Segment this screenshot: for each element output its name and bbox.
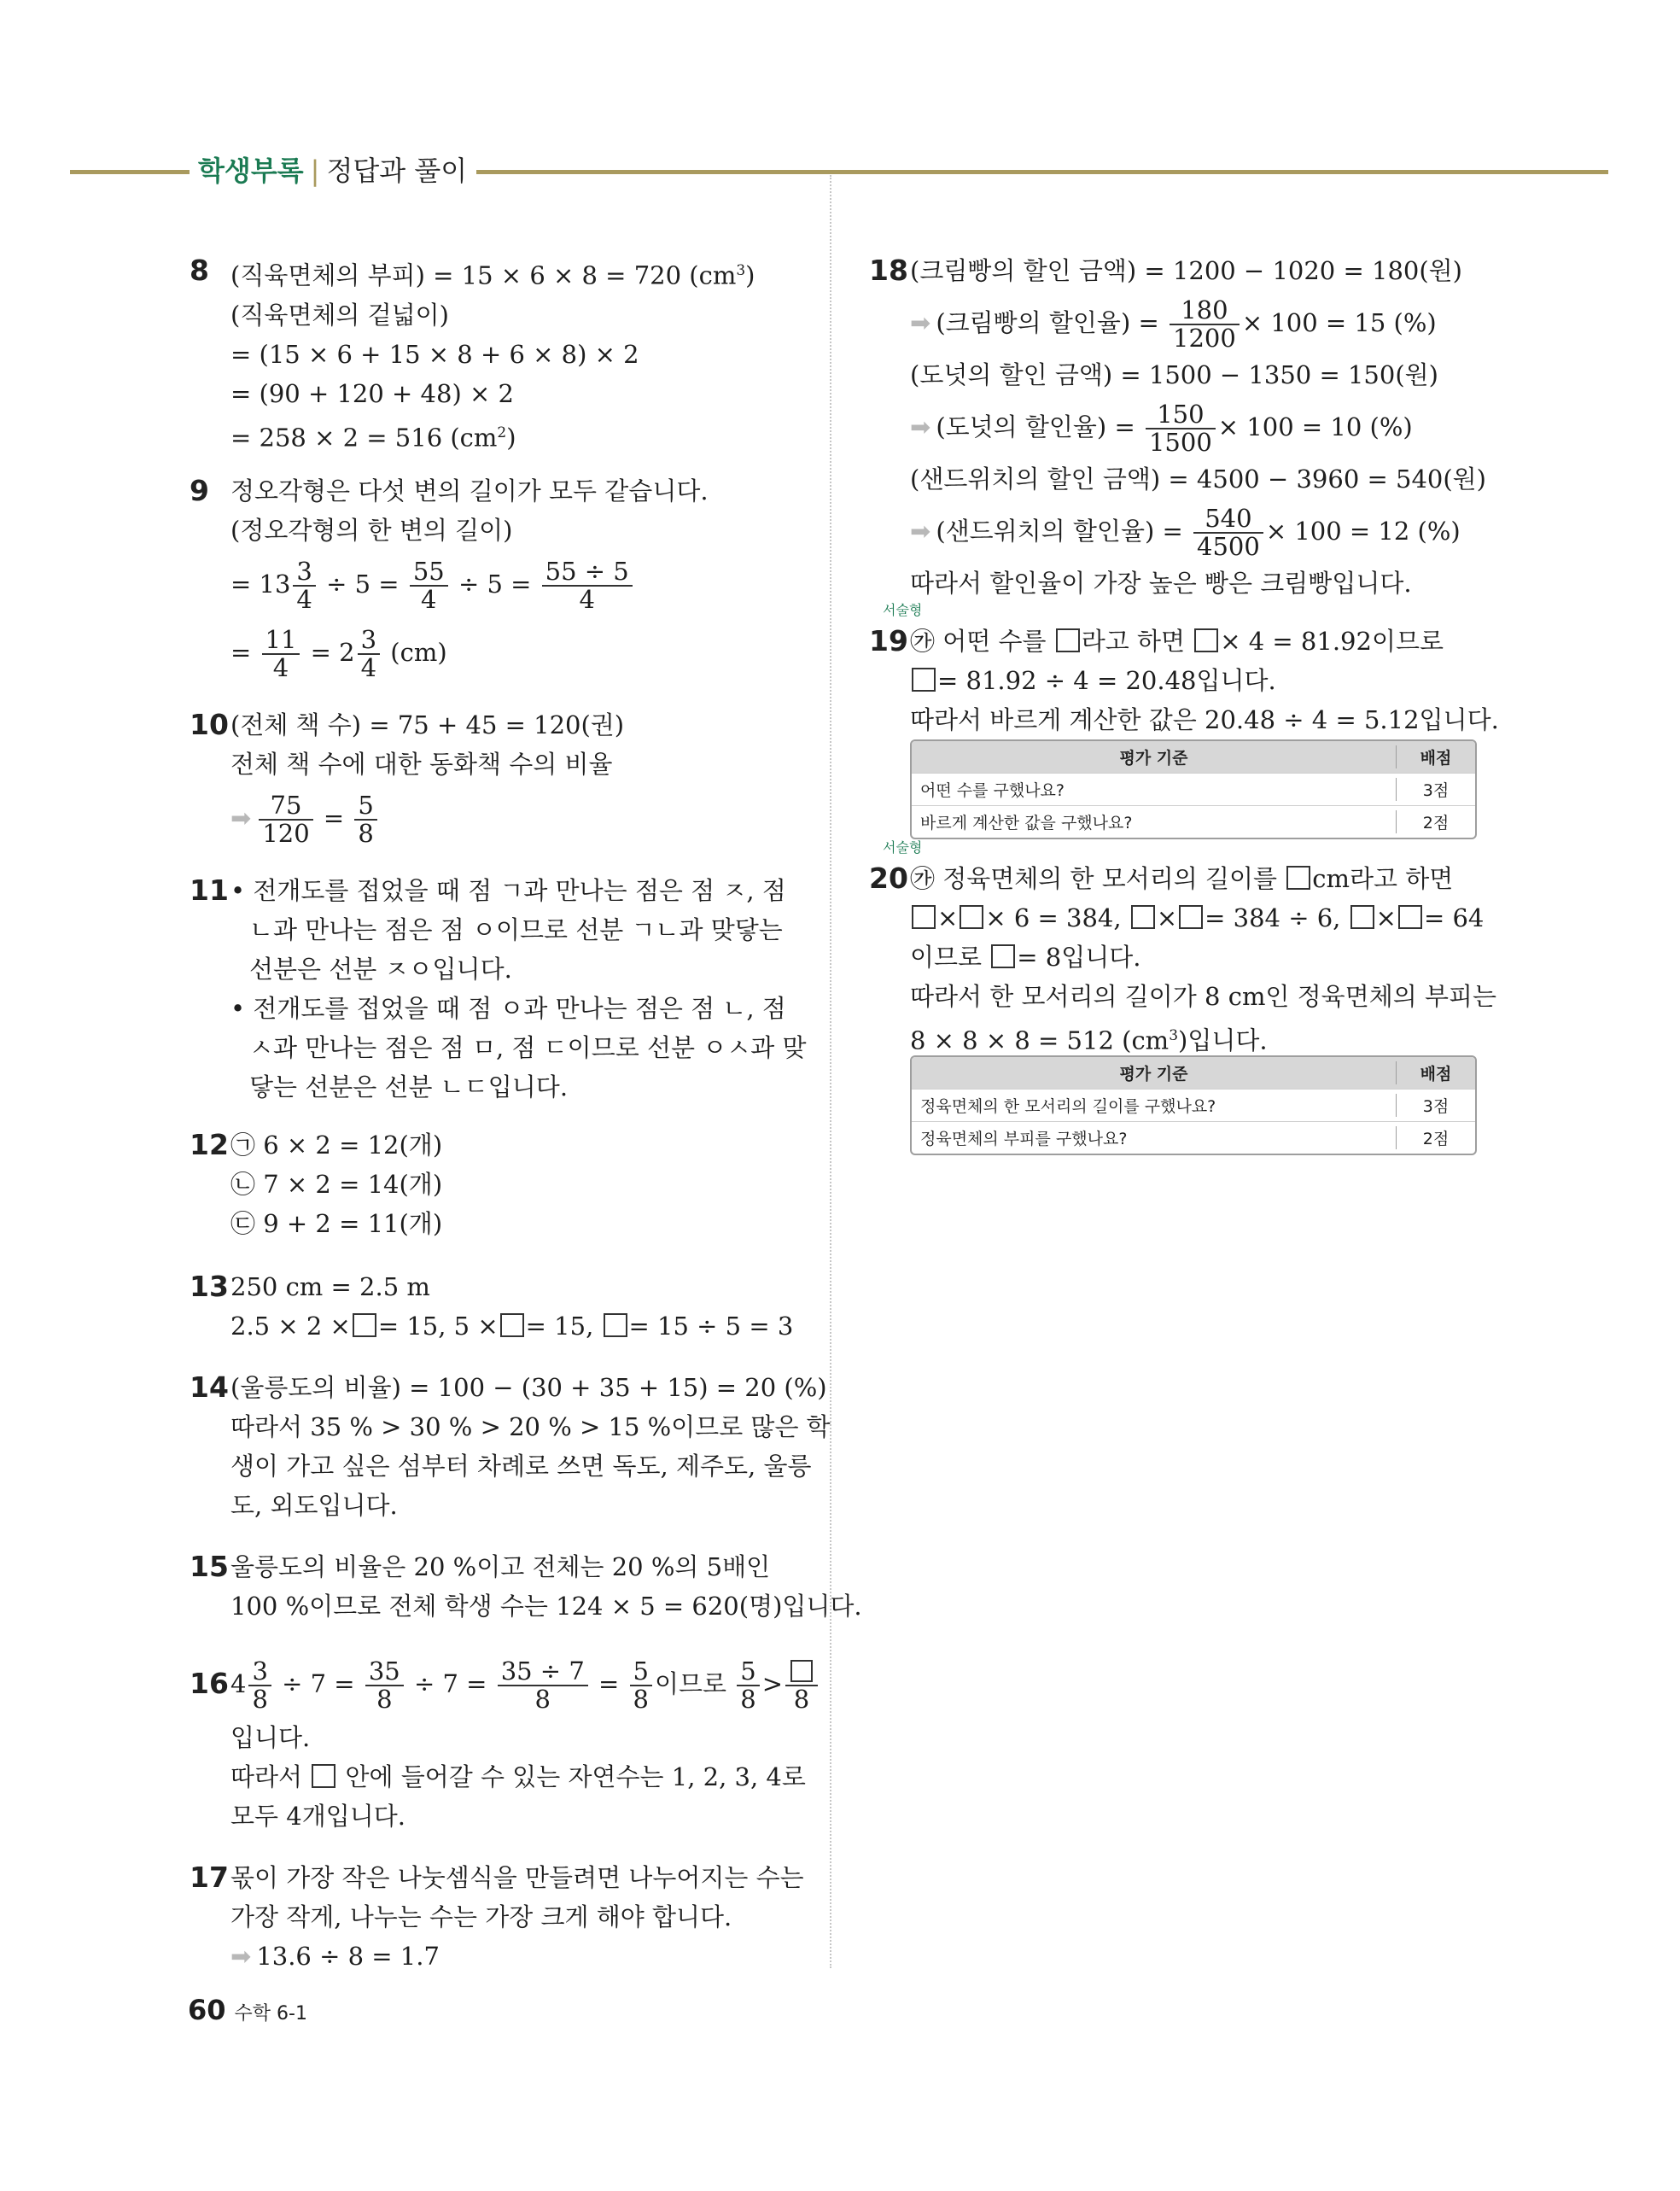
grading-table-20 bbox=[910, 1055, 1477, 1155]
answer-14 bbox=[190, 1368, 831, 1525]
fraction: $\frac{35 \div 7}{8}$ bbox=[498, 1658, 588, 1714]
arrow-icon: ➡ bbox=[910, 412, 931, 441]
answer-line: 모두 4개입니다. bbox=[230, 1802, 405, 1831]
answer-line: (정오각형의 한 변의 길이) bbox=[230, 516, 513, 545]
blank-box bbox=[1194, 628, 1218, 652]
answer-line: 4 $\frac{3}{8}$ ÷ 7 = $\frac{35}{8}$ ÷ 7 = $\frac{35 \div 7}{8}$ = $\frac{5}{8}$ 이므로 $\frac{5}{8}$ > 8 bbox=[230, 1650, 820, 1718]
problem-number: 9 bbox=[190, 474, 209, 507]
answer-line: ➡ (크림빵의 할인율) = $\frac{180}{1200}$ × 100 = 15 (%) bbox=[910, 295, 1437, 353]
answer-10 bbox=[190, 705, 625, 852]
answer-line: = 81.92 ÷ 4 = 20.48입니다. bbox=[910, 661, 1499, 700]
table-row: 어떤 수를 구했나요? 3점 bbox=[912, 773, 1475, 805]
answer-16 bbox=[190, 1650, 820, 1836]
problem-number: 11 bbox=[190, 873, 229, 907]
answer-line: (직육면체의 부피) = 15 × 6 × 8 = 720 $(cm^3)$ bbox=[230, 260, 755, 290]
table-row: 정육면체의 부피를 구했나요? 2점 bbox=[912, 1121, 1475, 1154]
blank-box bbox=[1286, 866, 1310, 890]
problem-number: 12 bbox=[190, 1128, 229, 1161]
answer-9 bbox=[190, 471, 709, 687]
blank-box bbox=[790, 1660, 813, 1682]
arrow-icon: ➡ bbox=[230, 1942, 252, 1971]
blank-box bbox=[1398, 905, 1422, 929]
blank-box bbox=[312, 1764, 335, 1788]
header-subtitle: 정답과 풀이 bbox=[326, 155, 468, 187]
answer-line: ㉡ 7 × 2 = 14(개) bbox=[230, 1170, 443, 1199]
blank-box bbox=[1350, 905, 1374, 929]
table-header: 평가 기준 배점 bbox=[912, 1057, 1475, 1089]
answer-line: 따라서 바르게 계산한 값은 20.48 ÷ 4 = 5.12입니다. bbox=[910, 705, 1499, 734]
answer-11 bbox=[190, 871, 813, 1107]
answer-line: ➡ $\frac{75}{120}$ = $\frac{5}{8}$ bbox=[230, 784, 624, 852]
answer-18 bbox=[869, 251, 1486, 603]
fraction: 8 bbox=[785, 1658, 818, 1714]
problem-number: 19 bbox=[869, 624, 908, 657]
answer-line: ㉠ 6 × 2 = 12(개) bbox=[230, 1131, 443, 1160]
blank-box bbox=[991, 944, 1015, 968]
answer-line: ➡ (샌드위치의 할인율) = $\frac{540}{4500}$ × 100 = 12 (%) bbox=[910, 503, 1461, 561]
blank-box bbox=[912, 668, 936, 692]
blank-box bbox=[500, 1313, 524, 1337]
problem-number: 13 bbox=[190, 1270, 229, 1303]
answer-line: 전체 책 수에 대한 동화책 수의 비율 bbox=[230, 750, 613, 779]
blank-box bbox=[1131, 905, 1155, 929]
answer-line: = $\frac{11}{4}$ = 2 $\frac{3}{4}$ (cm) bbox=[230, 624, 447, 682]
arrow-icon: ➡ bbox=[910, 517, 931, 546]
book-title: 수학 6-1 bbox=[234, 2003, 307, 2024]
answer-line: 따라서 35 % > 30 % > 20 % > 15 %이므로 많은 학 bbox=[230, 1412, 831, 1441]
header-rule-right bbox=[476, 170, 1608, 174]
answer-line: ➡ 13.6 ÷ 8 = 1.7 bbox=[230, 1942, 440, 1971]
fraction: $\frac{540}{4500}$ bbox=[1193, 505, 1263, 561]
fraction: $\frac{35}{8}$ bbox=[365, 1658, 404, 1714]
problem-number: 17 bbox=[190, 1861, 229, 1894]
answer-line: 이므로 = 8입니다. bbox=[910, 943, 1141, 972]
page-footer bbox=[188, 1994, 307, 2026]
essay-tag: 서술형 bbox=[883, 602, 923, 618]
arrow-icon: ➡ bbox=[230, 803, 252, 833]
answer-line: = 258 × 2 = 516 $(cm^2)$ bbox=[230, 423, 516, 453]
essay-tag: 서술형 bbox=[883, 839, 923, 856]
fraction: $\frac{3}{4}$ bbox=[358, 627, 380, 682]
arrow-icon: ➡ bbox=[910, 308, 931, 337]
blank-box bbox=[1179, 905, 1203, 929]
answer-line: ㉮ 어떤 수를 라고 하면 × 4 = 81.92이므로 bbox=[910, 627, 1444, 656]
answer-line: 8 × 8 × 8 = 512 $(cm^3)$입니다. bbox=[910, 1025, 1268, 1055]
grading-table-19 bbox=[910, 739, 1477, 839]
answer-19 bbox=[869, 602, 1499, 739]
answer-line: 정오각형은 다섯 변의 길이가 모두 같습니다. bbox=[230, 476, 709, 505]
answer-line: 가장 작게, 나누는 수는 가장 크게 해야 합니다. bbox=[230, 1902, 732, 1931]
problem-number: 14 bbox=[190, 1370, 229, 1404]
answer-line: 100 %이므로 전체 학생 수는 124 × 5 = 620(명)입니다. bbox=[230, 1592, 862, 1621]
answer-line: 몫이 가장 작은 나눗셈식을 만들려면 나누어지는 수는 bbox=[230, 1863, 804, 1892]
fraction: $\frac{55 \div 5}{4}$ bbox=[542, 558, 633, 614]
fraction: $\frac{150}{1500}$ bbox=[1146, 401, 1216, 457]
answer-line: (전체 책 수) = 75 + 45 = 120(권) bbox=[230, 710, 625, 739]
column-divider bbox=[830, 175, 831, 1968]
answer-line: ㉢ 9 + 2 = 11(개) bbox=[230, 1209, 443, 1238]
answer-line: = 13 $\frac{3}{4}$ ÷ 5 = $\frac{55}{4}$ ÷ 5 = $\frac{55 \div 5}{4}$ bbox=[230, 550, 709, 618]
bullet-point: • 전개도를 접었을 때 점 ㅇ과 만나는 점은 점 ㄴ, 점 ㅅ과 만나는 점은 점 ㅁ, 점 ㄷ이므로 선분 ㅇㅅ과 맞닿는 선분은 선분 ㄴㄷ입니다. bbox=[230, 994, 807, 1101]
blank-box bbox=[960, 905, 983, 929]
answer-line: (도넛의 할인 금액) = 1500 − 1350 = 150(원) bbox=[910, 360, 1438, 389]
answer-line: 250 cm = 2.5 m bbox=[230, 1272, 430, 1301]
problem-number: 10 bbox=[190, 708, 229, 741]
answer-15 bbox=[190, 1547, 862, 1626]
page-header bbox=[198, 150, 467, 191]
fraction: $\frac{180}{1200}$ bbox=[1170, 297, 1240, 353]
blank-box bbox=[604, 1313, 627, 1337]
answer-8 bbox=[190, 251, 755, 457]
problem-number: 20 bbox=[869, 862, 908, 895]
answer-line: 입니다. bbox=[230, 1723, 311, 1752]
blank-box bbox=[912, 905, 936, 929]
answer-line: 따라서 안에 들어갈 수 있는 자연수는 1, 2, 3, 4로 bbox=[230, 1762, 806, 1791]
bullet-point: • 전개도를 접었을 때 점 ㄱ과 만나는 점은 점 ㅈ, 점 ㄴ과 만나는 점은 점 ㅇ이므로 선분 ㄱㄴ과 맞닿는 선분은 선분 ㅈㅇ입니다. bbox=[230, 876, 786, 984]
answer-line: 따라서 한 모서리의 길이가 8 cm인 정육면체의 부피는 bbox=[910, 982, 1496, 1011]
blank-box bbox=[1056, 628, 1080, 652]
answer-line: = (15 × 6 + 15 × 8 + 6 × 8) × 2 bbox=[230, 339, 639, 369]
answer-line: 따라서 할인율이 가장 높은 빵은 크림빵입니다. bbox=[910, 569, 1412, 598]
problem-number: 18 bbox=[869, 254, 908, 287]
problem-number: 8 bbox=[190, 254, 209, 287]
answer-12 bbox=[190, 1125, 443, 1243]
answer-line: 울릉도의 비율은 20 %이고 전체는 20 %의 5배인 bbox=[230, 1552, 771, 1581]
table-header: 평가 기준 배점 bbox=[912, 741, 1475, 773]
answer-line: (크림빵의 할인 금액) = 1200 − 1020 = 180(원) bbox=[910, 256, 1462, 285]
header-rule-left bbox=[70, 170, 190, 174]
fraction: $\frac{11}{4}$ bbox=[262, 627, 300, 682]
fraction: $\frac{5}{8}$ bbox=[354, 792, 376, 848]
fraction: $\frac{5}{8}$ bbox=[630, 1658, 652, 1714]
fraction: $\frac{5}{8}$ bbox=[737, 1658, 759, 1714]
answer-20 bbox=[869, 839, 1496, 1060]
answer-line: (직육면체의 겉넓이) bbox=[230, 300, 449, 330]
fraction: $\frac{75}{120}$ bbox=[259, 792, 312, 848]
header-brand: 학생부록 bbox=[198, 155, 304, 187]
table-row: 바르게 계산한 값을 구했나요? 2점 bbox=[912, 805, 1475, 838]
fraction: $\frac{55}{4}$ bbox=[410, 558, 448, 614]
fraction: $\frac{3}{8}$ bbox=[248, 1658, 271, 1714]
fraction: $\frac{3}{4}$ bbox=[293, 558, 315, 614]
answer-line: = (90 + 120 + 48) × 2 bbox=[230, 378, 514, 408]
answer-line: 생이 가고 싶은 섬부터 차례로 쓰면 독도, 제주도, 울릉 bbox=[230, 1452, 812, 1481]
blank-box bbox=[353, 1313, 376, 1337]
answer-line: (샌드위치의 할인 금액) = 4500 − 3960 = 540(원) bbox=[910, 464, 1486, 494]
answer-line: ㉮ 정육면체의 한 모서리의 길이를 cm라고 하면 bbox=[910, 864, 1454, 893]
problem-number: 16 bbox=[190, 1667, 229, 1700]
answer-13 bbox=[190, 1267, 794, 1346]
answer-line: 도, 외도입니다. bbox=[230, 1491, 398, 1520]
answer-line: × × 6 = 384, × = 384 ÷ 6, × = 64 bbox=[910, 898, 1496, 938]
table-row: 정육면체의 한 모서리의 길이를 구했나요? 3점 bbox=[912, 1089, 1475, 1121]
header-divider: | bbox=[310, 155, 320, 187]
problem-number: 15 bbox=[190, 1550, 229, 1583]
answer-17 bbox=[190, 1858, 804, 1976]
page-number: 60 bbox=[188, 1994, 226, 2026]
answer-line: (울릉도의 비율) = 100 − (30 + 35 + 15) = 20 (%) bbox=[230, 1373, 827, 1402]
answer-line: 2.5 × 2 × = 15, 5 × = 15, = 15 ÷ 5 = 3 bbox=[230, 1312, 794, 1341]
answer-line: ➡ (도넛의 할인율) = $\frac{150}{1500}$ × 100 = 10 (%) bbox=[910, 399, 1413, 457]
